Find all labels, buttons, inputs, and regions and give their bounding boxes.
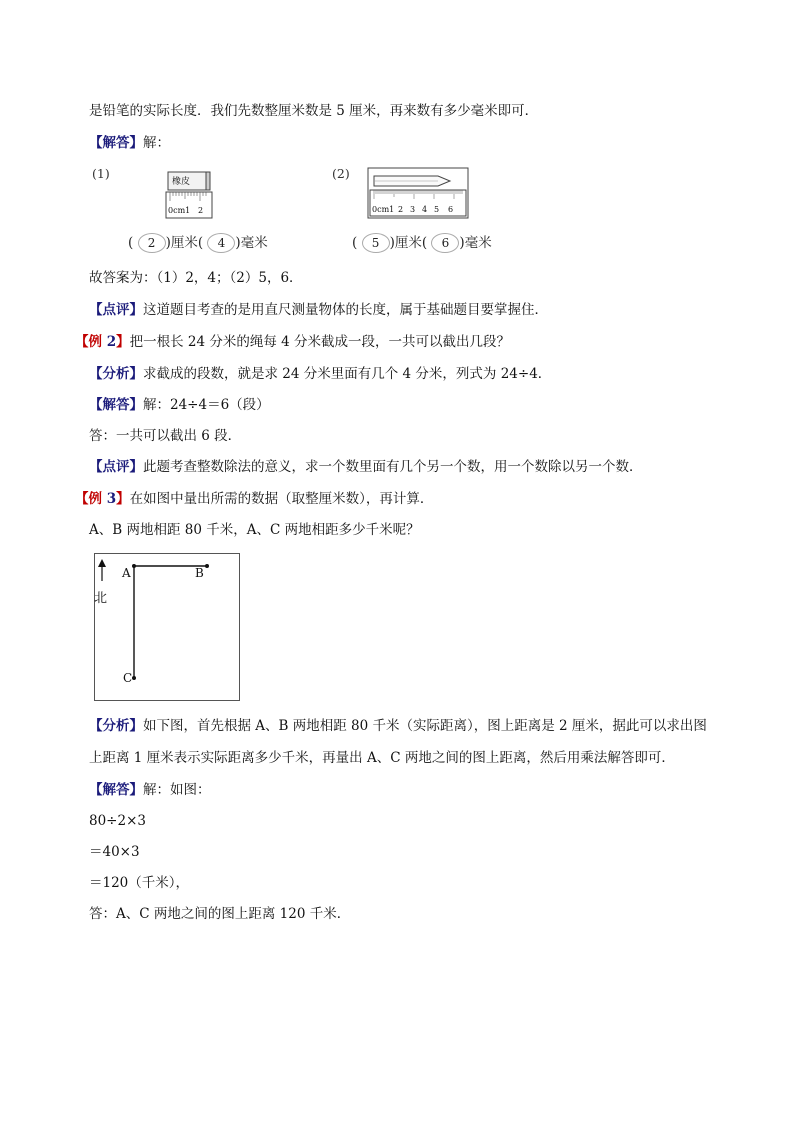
fig2-tick-1: 2 bbox=[398, 205, 404, 214]
map-drawing bbox=[94, 553, 240, 701]
fig2-tick-3: 4 bbox=[422, 205, 428, 214]
fig2-end: )毫米 bbox=[459, 235, 492, 251]
answer-text: 解：如图： bbox=[143, 782, 211, 798]
ex3-subquestion: A、B 两地相距 80 千米，A、C 两地相距多少千米呢？ bbox=[89, 522, 420, 538]
ex2-comment-line bbox=[89, 457, 643, 477]
fig1-number: (1) bbox=[92, 166, 110, 181]
answer-text: 解： bbox=[143, 135, 170, 151]
ex3-analysis-line-2: 上距离 1 厘米表示实际距离多少千米，再量出 A、C 两地之间的图上距离，然后用乘法解答即可． bbox=[89, 750, 675, 766]
fig2-tick-4: 5 bbox=[434, 205, 440, 214]
comment-text: 此题考查整数除法的意义，求一个数里面有几个另一个数，用一个数除以另一个数． bbox=[143, 459, 643, 475]
ex3-analysis-line-1 bbox=[89, 716, 707, 736]
ex3-question: 在如图中量出所需的数据（取整厘米数），再计算． bbox=[129, 491, 434, 507]
calc-step-3: ＝120（千米）， bbox=[89, 875, 190, 891]
fig2-value-cm: 5 bbox=[362, 233, 390, 253]
analysis-tag: 【分析】 bbox=[89, 366, 143, 382]
fig1-value-cm: 2 bbox=[138, 233, 166, 253]
ex1-result: 故答案为：（1）2，4；（2）5，6． bbox=[89, 270, 303, 286]
ex2-label-num: 2 bbox=[102, 334, 117, 350]
fig1-mid: )厘米( bbox=[165, 235, 204, 251]
answer-tag: 【解答】 bbox=[89, 782, 143, 798]
ex3-label-open: 【例 bbox=[75, 491, 102, 507]
comment-text: 这道题目考查的是用直尺测量物体的长度，属于基础题目要掌握住． bbox=[143, 302, 548, 318]
fig1-tick-0: 0cm1 bbox=[168, 206, 191, 215]
intro-line: 是铅笔的实际长度．我们先数整厘米数是 5 厘米，再来数有多少毫米即可． bbox=[89, 103, 539, 119]
ex2-label-close: 】 bbox=[116, 334, 130, 350]
ex2-label-open: 【例 bbox=[75, 334, 102, 350]
point-c bbox=[132, 676, 136, 680]
fig1-end: )毫米 bbox=[235, 235, 268, 251]
point-b bbox=[205, 564, 209, 568]
fig1-answer bbox=[128, 231, 268, 253]
label-b: B bbox=[195, 566, 204, 580]
analysis-tag: 【分析】 bbox=[89, 718, 143, 734]
ex3-label bbox=[75, 491, 130, 507]
fig2-tick-5: 6 bbox=[448, 205, 454, 214]
fig2-mid: )厘米( bbox=[389, 235, 428, 251]
fig2-tick-2: 3 bbox=[410, 205, 416, 214]
ex1-comment-line bbox=[89, 300, 548, 320]
analysis-text-1: 如下图，首先根据 A、B 两地相距 80 千米（实际距离），图上距离是 2 厘米，据此可以求出图 bbox=[143, 718, 707, 734]
answer-tag: 【解答】 bbox=[89, 135, 143, 151]
fig2-tick-0: 0cm1 bbox=[372, 205, 395, 214]
point-a bbox=[132, 564, 136, 568]
fig1-value-mm: 4 bbox=[207, 233, 235, 253]
ex3-label-num: 3 bbox=[102, 491, 117, 507]
ex3-label-close: 】 bbox=[116, 491, 130, 507]
eraser-label: 橡皮 bbox=[172, 177, 191, 187]
fig2-answer bbox=[352, 231, 492, 253]
ex2-analysis-line bbox=[89, 364, 551, 384]
ex3-answer-line bbox=[89, 780, 211, 800]
ex1-answer-line bbox=[89, 133, 170, 153]
ex3-reply: 答：A、C 两地之间的图上距离 120 千米． bbox=[89, 906, 351, 922]
calc-step-1: 80÷2×3 bbox=[89, 813, 146, 829]
answer-tag: 【解答】 bbox=[89, 397, 143, 413]
north-label: 北 bbox=[94, 591, 108, 606]
fig1-open: ( bbox=[128, 235, 134, 251]
ex2-question: 把一根长 24 分米的绳每 4 分米截成一段，一共可以截出几段？ bbox=[129, 334, 511, 350]
ex2-label bbox=[75, 334, 130, 350]
ex2-question-line bbox=[75, 332, 510, 352]
comment-tag: 【点评】 bbox=[89, 302, 143, 318]
ex3-question-line bbox=[75, 489, 433, 509]
fig2-open: ( bbox=[352, 235, 358, 251]
label-a: A bbox=[122, 566, 131, 580]
label-c: C bbox=[123, 671, 133, 685]
fig2-number: (2) bbox=[332, 166, 350, 181]
analysis-text: 求截成的段数，就是求 24 分米里面有几个 4 分米，列式为 24÷4． bbox=[143, 366, 552, 382]
calc-step-2: ＝40×3 bbox=[89, 844, 140, 860]
ex2-answer-line bbox=[89, 395, 270, 415]
answer-text: 解：24÷4＝6（段） bbox=[143, 397, 270, 413]
ex2-reply: 答：一共可以截出 6 段． bbox=[89, 428, 242, 444]
fig2-value-mm: 6 bbox=[431, 233, 459, 253]
comment-tag: 【点评】 bbox=[89, 459, 143, 475]
fig1-tick-1: 2 bbox=[198, 206, 204, 215]
